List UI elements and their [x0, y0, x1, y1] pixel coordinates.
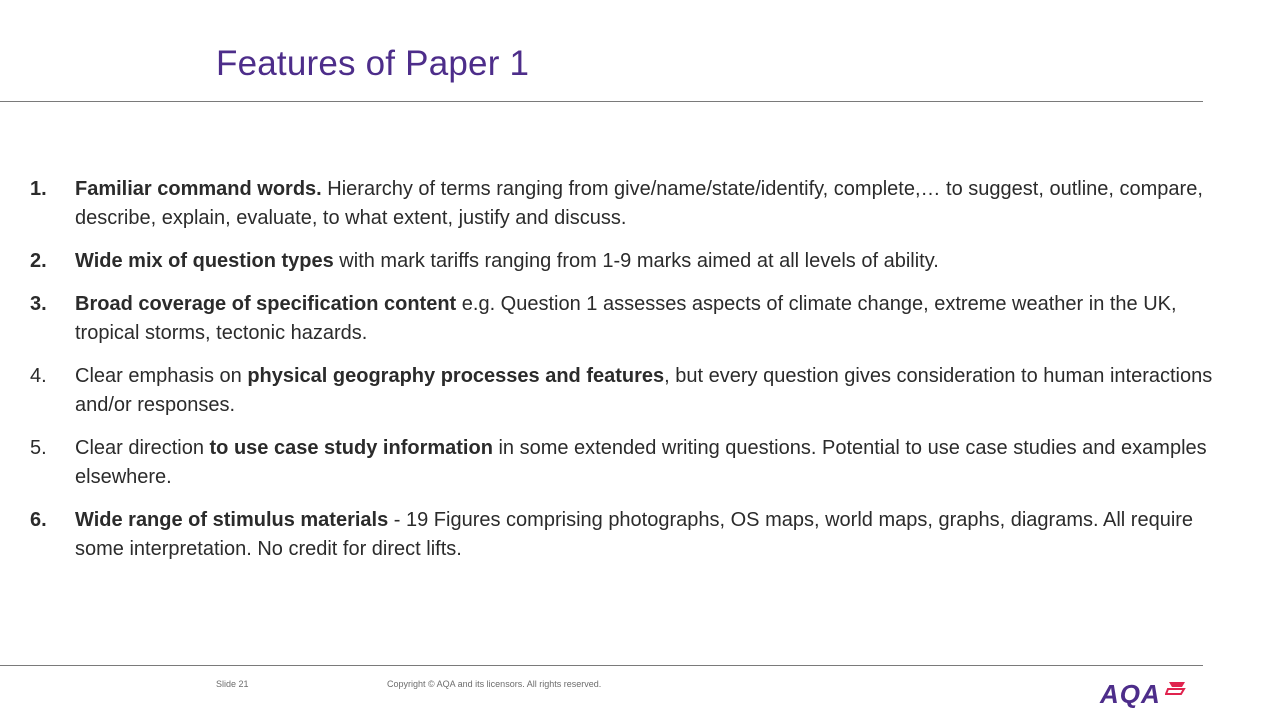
- logo-text: AQA: [1100, 679, 1161, 709]
- list-item: [30, 290, 1240, 348]
- title-divider: [0, 101, 1203, 102]
- list-item-text: [75, 362, 1240, 420]
- list-item-text: [75, 434, 1240, 492]
- page-title: Features of Paper 1: [216, 44, 530, 83]
- list-item-body: Clear emphasis on: [75, 365, 248, 387]
- list-item-text: [75, 506, 1240, 564]
- list-item-number: 5.: [30, 437, 47, 459]
- list-item-body: , but every question gives consideration to human interactions and/or responses.: [75, 365, 1213, 416]
- list-item-emphasis: physical geography processes and features: [247, 365, 665, 387]
- list-item-body: in some extended writing questions. Potential to use case studies and examples elsewhere.: [75, 437, 1207, 488]
- list-item: [30, 175, 1240, 233]
- aqa-brand-mark-icon: [1165, 680, 1187, 703]
- list-item-emphasis: Familiar command words.: [75, 178, 322, 200]
- numbered-list: [30, 175, 1240, 578]
- list-item-body: Clear direction: [75, 437, 210, 459]
- list-item-number: 4.: [30, 365, 47, 387]
- list-item: [30, 247, 1240, 276]
- list-item-emphasis: Wide mix of question types: [75, 250, 334, 272]
- list-item-body: e.g. Question 1 assesses aspects of climate change, extreme weather in the UK, tropical storms, tectonic hazards.: [75, 293, 1177, 344]
- footer-divider: [0, 665, 1203, 666]
- list-item-number: 6.: [30, 509, 47, 531]
- list-item-emphasis: to use case study information: [209, 437, 493, 459]
- list-item-emphasis: Broad coverage of specification content: [75, 293, 457, 315]
- list-item-number: 2.: [30, 250, 47, 272]
- list-item-emphasis: Wide range of stimulus materials: [75, 509, 389, 531]
- list-item-text: [75, 290, 1240, 348]
- copyright-text: Copyright © AQA and its licensors. All rights reserved.: [387, 679, 602, 689]
- list-item: [30, 506, 1240, 564]
- list-item: [30, 434, 1240, 492]
- list-item-body: - 19 Figures comprising photographs, OS maps, world maps, graphs, diagrams. All require some interpretation. No credit for direct lifts.: [75, 509, 1194, 560]
- list-item-number: 3.: [30, 293, 47, 315]
- aqa-logo: [1100, 680, 1187, 708]
- slide-number: Slide 21: [216, 679, 249, 689]
- list-item-text: [75, 175, 1240, 233]
- list-item-text: [75, 247, 1240, 276]
- list-item: [30, 362, 1240, 420]
- list-item-number: 1.: [30, 178, 47, 200]
- list-item-body: with mark tariffs ranging from 1-9 marks aimed at all levels of ability.: [333, 250, 939, 272]
- list-item-body: Hierarchy of terms ranging from give/name/state/identify, complete,… to suggest, outline, compare, describe, explain, evaluate, to what extent, justify and discuss.: [75, 178, 1203, 229]
